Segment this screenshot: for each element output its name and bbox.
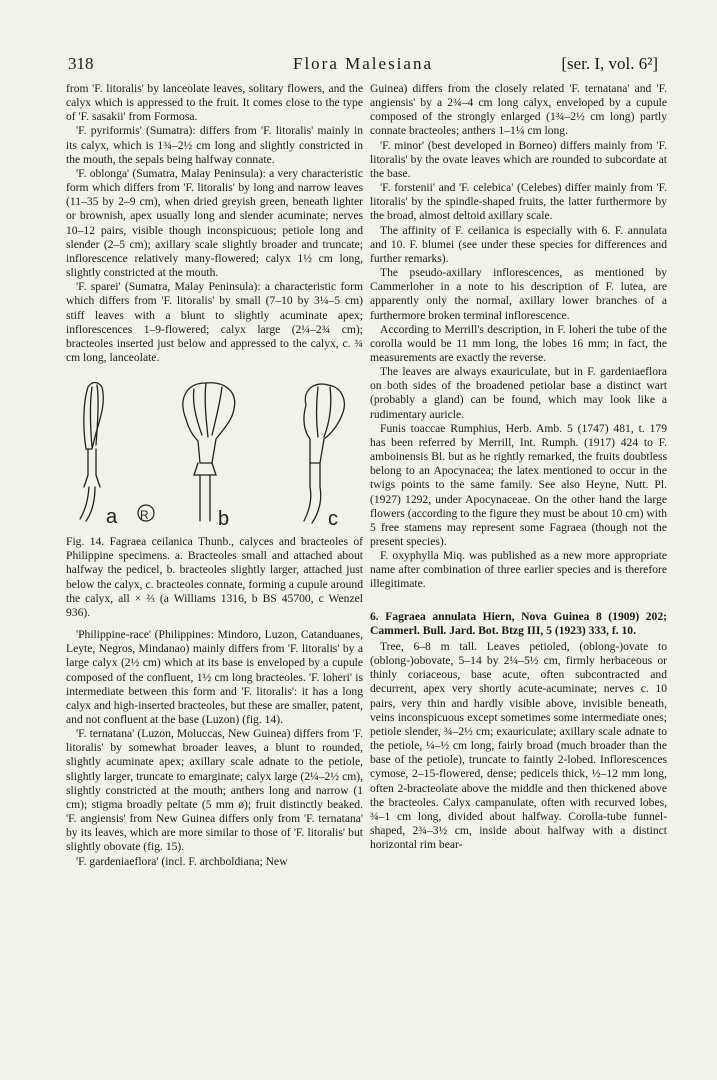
series-volume: [ser. I, vol. 6²] xyxy=(561,54,658,73)
paragraph: 'F. sparei' (Sumatra, Malay Peninsula): a characteristic form which differs from 'F. litoralis' by small (7–10 by 3¼–5 cm) stiff leaves with a blunt to slightly acuminate apex; inflorescences 1–9-flowered; calyx large (2¼–2¾ cm); bracteoles inserted just below and appressed to the calyx, c. ¾ cm long, lanceolate. xyxy=(66,280,363,364)
left-column xyxy=(66,82,363,869)
figure-caption: Fig. 14. Fagraea ceilanica Thunb., calyces and bracteoles of Philippine specimens. a. Bracteoles small and attached about halfway the pedicel, b. bracteoles slightly larger, attached just below the calyx, c. bracteoles connate, forming a cupule around the calyx, all × ⅔ (a Williams 1316, b BS 45700, c Wenzel 936). xyxy=(66,535,363,619)
paragraph: According to Merrill's description, in F. loheri the tube of the corolla would be 11 mm long, the lobes 16 mm; in fact, the measurements are exactly the reverse. xyxy=(370,322,667,364)
paragraph: 'F. minor' (best developed in Borneo) differs mainly from 'F. litoralis' by the ovate leaves which are rounded to subcordate at the base. xyxy=(370,138,667,180)
paragraph: 'F. gardeniaeflora' (incl. F. archboldiana; New xyxy=(76,854,288,868)
paragraph: F. oxyphylla Miq. was published as a new more appropriate name after combination of three earlier species and is therefore illegitimate. xyxy=(370,549,667,591)
running-title: Flora Malesiana xyxy=(293,54,433,73)
label-a: a xyxy=(106,506,118,529)
paragraph: Funis toaccae Rumphius, Herb. Amb. 5 (1747) 481, t. 179 has been referred by Merrill, Int. Rumph. (1917) 424 to F. amboinensis Bl. but as he rightly remarked, the fruits doubtless belong to an Apocynacea; the latex mentioned to occur in the twigs points to the same family. See also Heyne, Nutt. Pl. (1927) 1292, under Apocynaceae. On the other hand the large flowers (according to the figure they must be about 10 cm) with 5 free stamens may represent some Fagraea (though not the present species). xyxy=(370,421,667,548)
paragraph: 'Philippine-race' (Philippines: Mindoro, Luzon, Catanduanes, Leyte, Negros, Mindanao) mainly differs from 'F. litoralis' by a large calyx (2½ cm) which at its base is enveloped by a cupule composed of the confluent, 1½ cm long bracteoles. 'F. loheri' is intermediate between this form and 'F. litoralis': it has a long calyx and high-inserted bracteoles, but these are smaller, patent, and not confluent at the base (Luzon) (fig. 14). xyxy=(66,628,363,726)
paragraph: Tree, 6–8 m tall. Leaves petioled, (oblong-)ovate to (oblong-)obovate, 5–14 by 2¼–5½ cm, firmly herbaceous or thinly coriaceous, base acute, often subcontracted and decurrent, apex very shortly acute-acuminate; nerves c. 10 pairs, very thin and hardly visible above, invisible beneath, veins inconspicuous except sometimes some intermediate ones; petiole slender, ¾–2½ cm; exauriculate; axillary scale adnate to the petiole, ¼–½ cm long, fairly broad (much broader than the base of the petiole), truncate to faintly 2-lobed. Inflorescences cymose, 2–15-flowered, dense; pedicels thick, ½–12 mm long, often 2-bracteolate above the middle and then thickened above the bracteoles. Calyx campanulate, often with recurved lobes, ¾–1 cm long, divided about halfway. Corolla-tube funnel-shaped, 2¾–3½ cm, inside about halfway with a distinct horizontal rim bear- xyxy=(370,639,667,852)
right-column xyxy=(370,82,667,852)
paragraph: from 'F. litoralis' by lanceolate leaves, solitary flowers, and the calyx which is appressed to the fruit. It comes close to the type of 'F. sasakii' from Formosa. xyxy=(66,82,363,124)
label-b: b xyxy=(218,508,230,531)
page-header xyxy=(68,54,658,78)
paragraph: Guinea) differs from the closely related 'F. ternatana' and 'F. angiensis' by a 2¾–4 cm long calyx, enveloped by a cupule composed of the strongly enlarged (1¾–2½ cm long) partly connate bracteoles; anthers 1–1¼ cm long. xyxy=(370,82,667,138)
paragraph: The affinity of F. ceilanica is especially with 6. F. annulata and 10. F. blumei (see under these species for differences and further remarks). xyxy=(370,223,667,265)
calyx-illustration xyxy=(66,379,363,531)
species-heading: 6. Fagraea annulata Hiern, Nova Guinea 8 (1909) 202; Cammerl. Bull. Jard. Bot. Btzg III, 5 (1923) 333, f. 10. xyxy=(370,609,667,637)
paragraph: 'F. ternatana' (Luzon, Moluccas, New Guinea) differs from 'F. litoralis' by somewhat broader leaves, a blunt to rounded, slightly acuminate apex; axillary scale adnate to the petiole, slightly larger, truncate to emarginate; calyx large (2¼–2½ cm), slightly constricted at the mouth; anthers long and narrow (1 cm); stigma broadly peltate (5 mm ø); fruit distinctly beaked. 'F. angiensis' from New Guinea differs only from 'F. ternatana' by its leaves, which are more similar to those of 'F. litoralis' but slightly obovate (fig. 15). xyxy=(66,727,363,854)
paragraph: The pseudo-axillary inflorescences, as mentioned by Cammerloher in a note to his description of F. lutea, are apparently only the normal, axillary lower branches of a furthermore broken terminal inflorescence. xyxy=(370,266,667,322)
page-number: 318 xyxy=(68,54,94,73)
paragraph: The leaves are always exauriculate, but in F. gardeniaeflora on both sides of the broadened petiolar base a distinct wart (probably a gland) can be found, which may look like a rudimentary auricle. xyxy=(370,365,667,421)
paragraph: 'F. oblonga' (Sumatra, Malay Peninsula): a very characteristic form which differs from 'F. litoralis' by long and narrow leaves (11–35 by 2–9 cm), when dried greyish green, beneath lighter or brownish, apex usually long and slender acuminate; nerves 10–12 pairs, visible though inconspicuous; petiole long and slender (2–5 cm); axillary scale slightly broader and truncate; inflorescence relatively many-flowered; calyx 1½ cm long, slightly constricted at the mouth. xyxy=(66,166,363,280)
figure-14 xyxy=(66,379,363,531)
label-r: R xyxy=(140,508,149,523)
paragraph: 'F. forstenii' and 'F. celebica' (Celebes) differ mainly from 'F. litoralis' by the spindle-shaped fruits, the latter furthermore by the broad, almost deltoid axillary scale. xyxy=(370,181,667,223)
paragraph: 'F. pyriformis' (Sumatra): differs from 'F. litoralis' mainly in its calyx, which is 1¾–2½ cm long and slightly constricted in the mouth, the sepals being halfway connate. xyxy=(66,124,363,166)
label-c: c xyxy=(328,508,338,531)
